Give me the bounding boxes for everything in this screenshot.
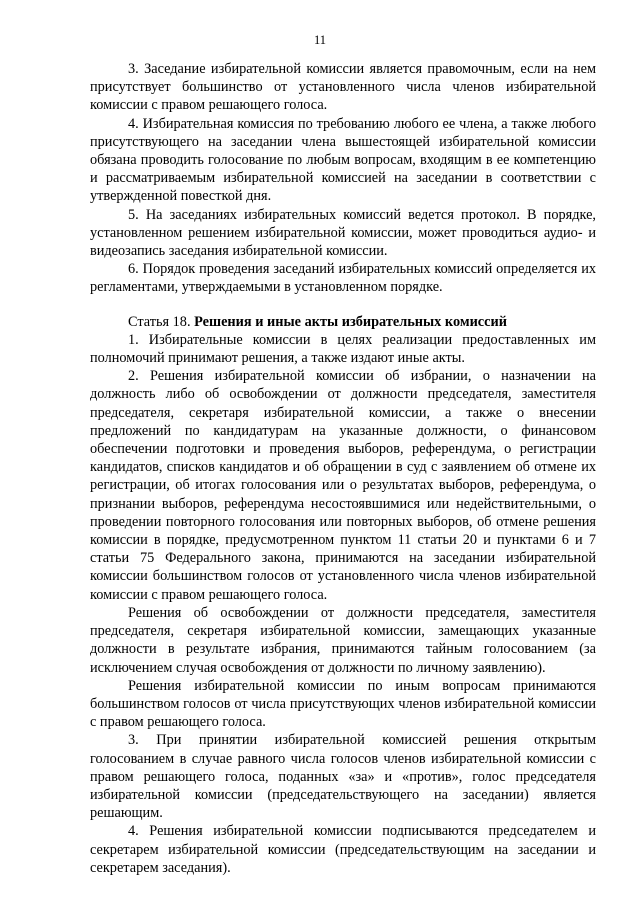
article-title: Решения и иные акты избирательных комиссий (194, 313, 507, 330)
paragraph-secret-ballot: Решения об освобождении от должности председателя, заместителя председателя, секретаря избирательной комиссии, замещающих указанные должности в результате избрания, принимаются тайным голосованием (за исключением случая освобождения от должности по личному заявлению). (90, 604, 596, 676)
article-heading (90, 313, 596, 331)
document-body (90, 60, 596, 877)
paragraph-other-questions: Решения избирательной комиссии по иным вопросам принимаются большинством голосов от числа присутствующих членов избирательной комиссии с правом решающего голоса. (90, 677, 596, 731)
paragraph-procedure: 6. Порядок проведения заседаний избирательных комиссий определяется их регламентами, утверждаемыми в установленном порядке. (90, 261, 596, 296)
paragraph-quorum: 3. Заседание избирательной комиссии является правомочным, если на нем присутствует большинство от установленного числа членов избирательной комиссии с правом решающего голоса. (90, 61, 596, 114)
paragraph-tie-vote: 3. При принятии избирательной комиссией решения открытым голосованием в случае равного числа голосов членов избирательной комиссии с правом решающего голоса, поданных «за» и «против», голос председателя избирательной комиссии (председательствующего на заседании) является решающим. (90, 732, 596, 822)
page-number: 11 (313, 33, 327, 47)
article-label: Статья 18. (128, 313, 191, 330)
paragraph-protocol: 5. На заседаниях избирательных комиссий ведется протокол. В порядке, установленном решением избирательной комиссии, может проводиться аудио- и видеозапись заседания избирательной комиссии. (90, 206, 596, 260)
paragraph-decisions: 1. Избирательные комиссии в целях реализации предоставленных им полномочий принимают решения, а также издают иные акты. (90, 331, 596, 367)
paragraph-majority-decisions: 2. Решения избирательной комиссии об избрании, о назначении на должность либо об освобождении от должности председателя, заместителя председателя, секретаря избирательной комиссии, а также о внесении предложений по кандидатурам на указанные должности, о финансовом обеспечении подготовки и проведения выборов, референдума, о регистрации кандидатов, списков кандидатов и об обращении в суд с заявлением об отмене их регистрации, об итогах голосования или о результатах выборов, референдума, о признании выборов, референдума несостоявшимися или недействительными, о проведении повторного голосования или повторных выборов, об отмене решения комиссии в порядке, предусмотренном пунктом 11 статьи 20 и пунктами 6 и 7 статьи 75 Федерального закона, принимаются на заседании избирательной комиссии большинством голосов от установленного числа членов избирательной комиссии с правом решающего голоса. (90, 368, 596, 603)
paragraph-signatures: 4. Решения избирательной комиссии подписываются председателем и секретарем избирательной комиссии (председательствующим на заседании и секретарем заседания). (90, 823, 596, 876)
paragraph-mandatory-vote: 4. Избирательная комиссия по требованию любого ее члена, а также любого присутствующего на заседании члена вышестоящей избирательной комиссии обязана проводить голосование по любым вопросам, входящим в ее компетенцию и рассматриваемым избирательной комиссией на заседании в соответствии с утвержденной повесткой дня. (90, 115, 596, 205)
